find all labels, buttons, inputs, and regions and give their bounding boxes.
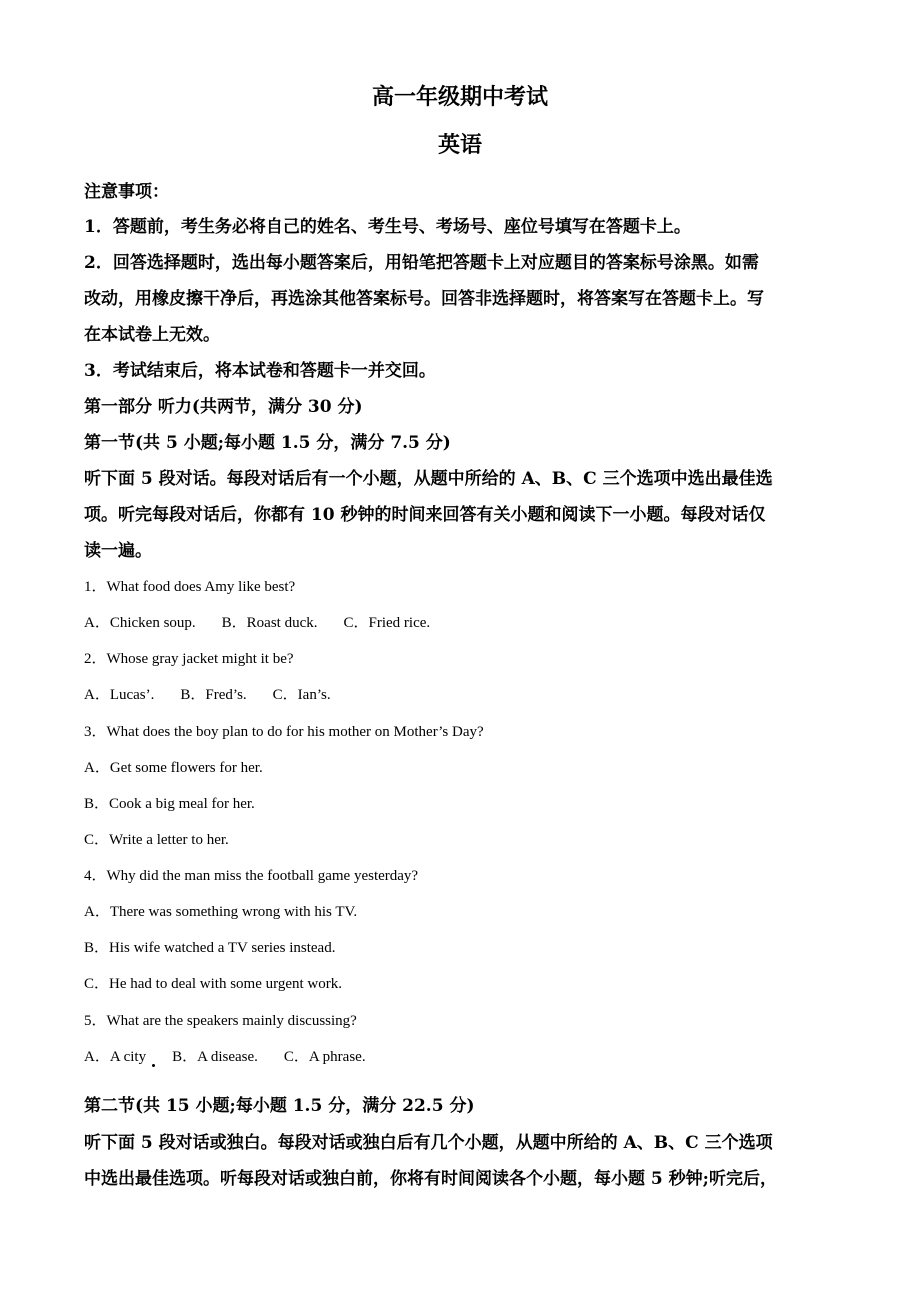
option-a: A．A city (84, 1049, 147, 1065)
stray-dot (152, 1064, 155, 1067)
exam-title: 高一年级期中考试 (371, 84, 548, 110)
option-b: B．A disease. (172, 1049, 258, 1065)
option-c: C．Fried rice. (343, 615, 431, 631)
question-4-stem: 4．Why did the man miss the football game yesterday? (84, 868, 419, 884)
section1-instruction-2: 项。听完每段对话后，你都有 10 秒钟的时间来回答有关小题和阅读下一小题。每段对话仅 (84, 505, 766, 525)
section1-instruction-1: 听下面 5 段对话。每段对话后有一个小题，从题中所给的 A、B、C 三个选项中选出最佳选 (84, 469, 773, 489)
option-b: B．Fred’s. (180, 687, 247, 703)
option-b: B．Roast duck. (221, 615, 318, 631)
note-2-line-2: 改动，用橡皮擦干净后，再选涂其他答案标号。回答非选择题时，将答案写在答题卡上。写 (84, 289, 764, 309)
notes-heading: 注意事项： (84, 182, 169, 202)
question-3-option-c: C．Write a letter to her. (84, 832, 229, 848)
subject-title: 英语 (437, 132, 482, 158)
note-3: 3．考试结束后，将本试卷和答题卡一并交回。 (84, 361, 436, 381)
note-1: 1．答题前，考生务必将自己的姓名、考生号、考场号、座位号填写在答题卡上。 (84, 217, 691, 237)
option-c: C．A phrase. (283, 1049, 366, 1065)
question-1-stem: 1．What food does Amy like best? (84, 579, 296, 595)
section1-heading: 第一节(共 5 小题;每小题 1.5 分，满分 7.5 分) (84, 433, 451, 453)
question-2-options (84, 683, 331, 704)
question-3-stem: 3．What does the boy plan to do for his mother on Mother’s Day? (84, 724, 484, 740)
section2-heading: 第二节(共 15 小题;每小题 1.5 分，满分 22.5 分) (84, 1096, 475, 1116)
question-5-options (84, 1045, 366, 1066)
question-4-option-c: C．He had to deal with some urgent work. (84, 976, 343, 992)
section2-instruction-2: 中选出最佳选项。听每段对话或独白前，你将有时间阅读各个小题，每小题 5 秒钟;听完后， (84, 1169, 777, 1189)
section2-instruction-1: 听下面 5 段对话或独白。每段对话或独白后有几个小题，从题中所给的 A、B、C 三个选项 (84, 1133, 773, 1153)
question-3-option-a: A．Get some flowers for her. (84, 760, 263, 776)
question-4-option-b: B．His wife watched a TV series instead. (84, 940, 336, 956)
question-5-stem: 5．What are the speakers mainly discussing? (84, 1013, 357, 1029)
note-2-line-1: 2．回答选择题时，选出每小题答案后，用铅笔把答题卡上对应题目的答案标号涂黑。如需 (84, 253, 759, 273)
question-4-option-a: A．There was something wrong with his TV. (84, 904, 358, 920)
section1-instruction-3: 读一遍。 (84, 541, 152, 561)
question-1-options (84, 611, 430, 632)
note-2-line-3: 在本试卷上无效。 (84, 325, 220, 345)
option-a: A．Lucas’. (84, 687, 155, 703)
option-c: C．Ian’s. (272, 687, 331, 703)
question-3-option-b: B．Cook a big meal for her. (84, 796, 255, 812)
option-a: A．Chicken soup. (84, 615, 196, 631)
question-2-stem: 2．Whose gray jacket might it be? (84, 651, 294, 667)
part1-heading: 第一部分 听力(共两节，满分 30 分) (84, 397, 363, 417)
